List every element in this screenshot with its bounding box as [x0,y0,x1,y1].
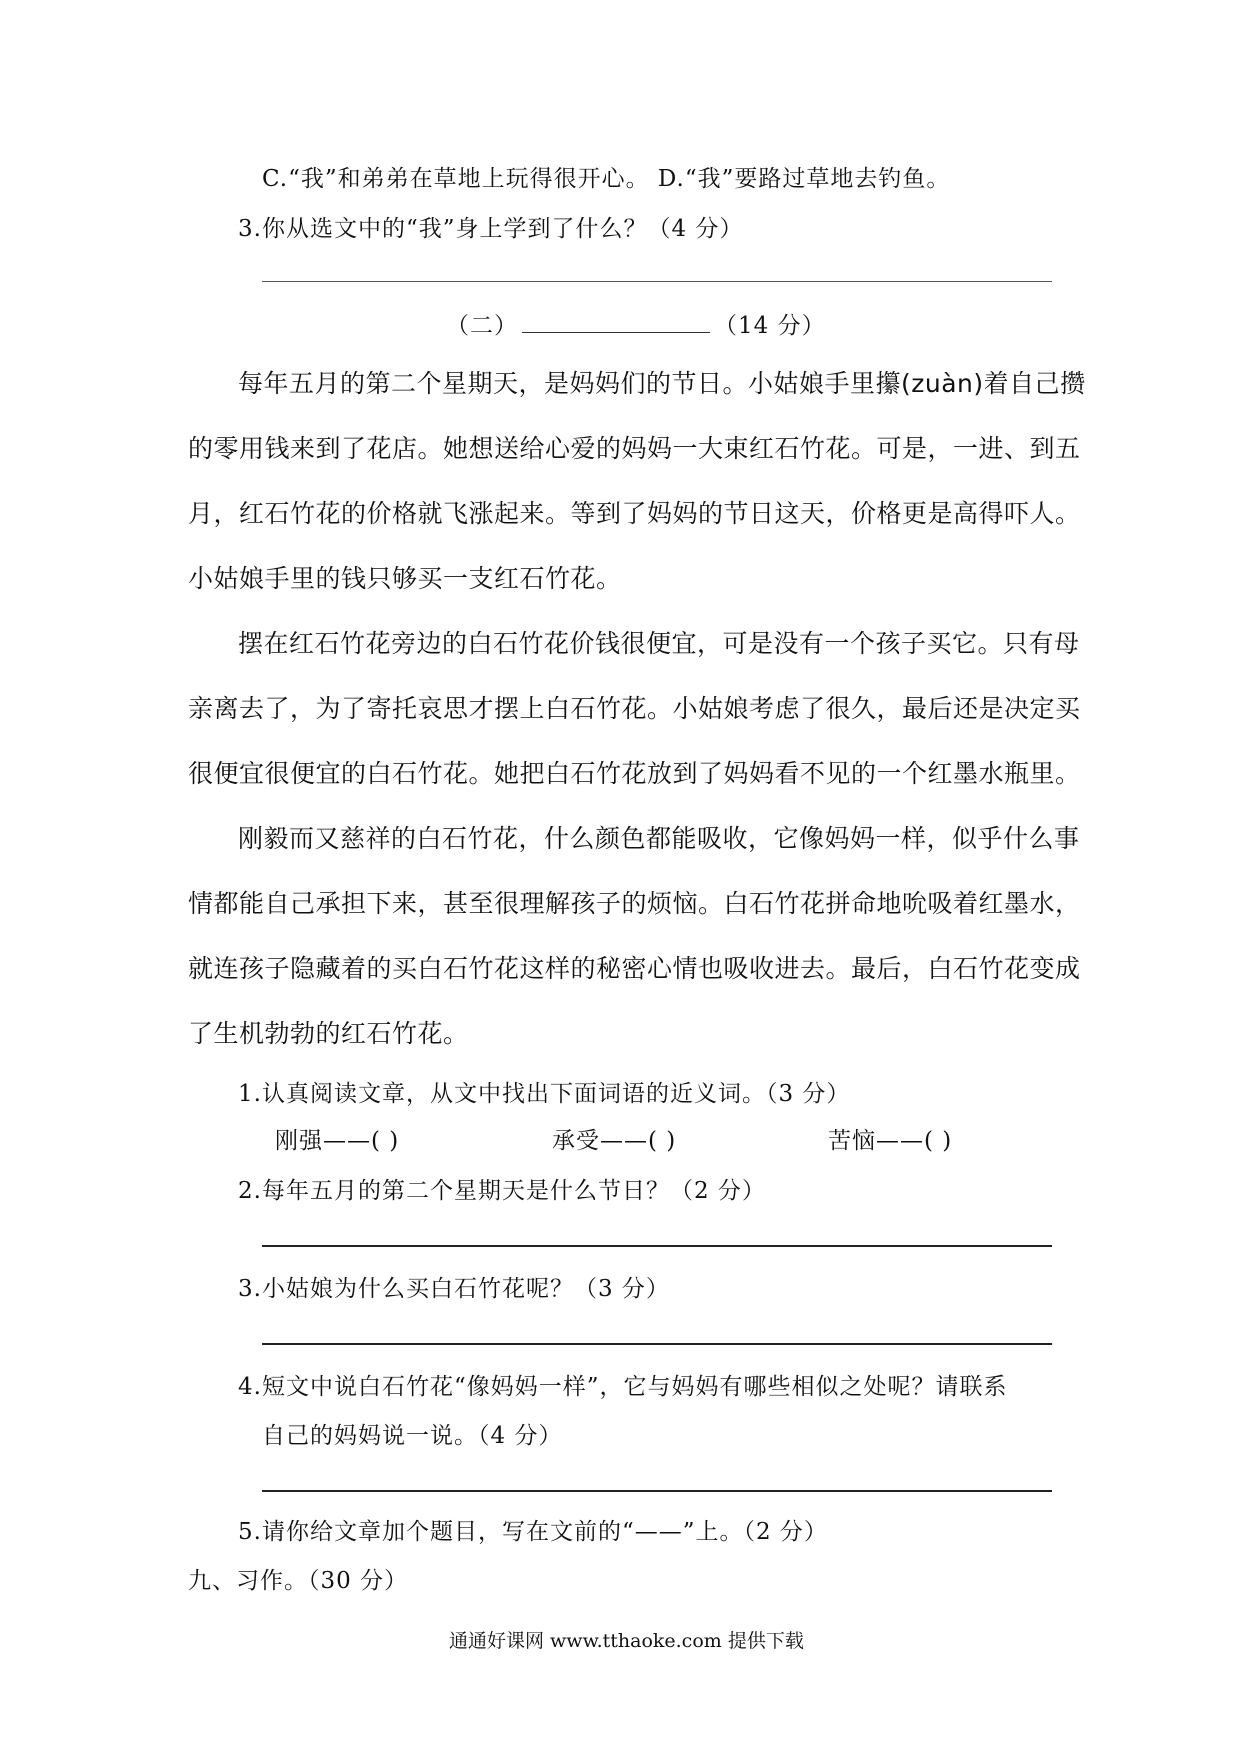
para3-line-1: 刚毅而又慈祥的白石竹花，什么颜色都能吸收，它像妈妈一样，似乎什么事 [238,824,1080,853]
para1-line-3: 月，红石竹花的价格就飞涨起来。等到了妈妈的节日这天，价格更是高得吓人。 [188,499,1081,528]
question-4-line-2: 自己的妈妈说一说。（4 分） [262,1423,563,1449]
page-footer: 通通好课网 www.tthaoke.com 提供下载 [449,1630,804,1652]
answer-line-q3[interactable] [262,1343,1052,1345]
para1-line-2: 的零用钱来到了花店。她想送给心爱的妈妈一大束红石竹花。可是，一进、到五 [188,434,1081,463]
options-c-d: C.“我”和弟弟在草地上玩得很开心。 D.“我”要路过草地去钓鱼。 [262,166,951,192]
question-2: 2.每年五月的第二个星期天是什么节日？（2 分） [238,1178,766,1204]
question-1: 1.认真阅读文章，从文中找出下面词语的近义词。（3 分） [238,1081,851,1107]
para2-line-3: 很便宜很便宜的白石竹花。她把白石竹花放到了妈妈看不见的一个红墨水瓶里。 [188,759,1081,788]
para3-line-2: 情都能自己承担下来，甚至很理解孩子的烦恼。白石竹花拼命地吮吸着红墨水， [188,889,1081,918]
para3-line-4: 了生机勃勃的红石竹花。 [188,1019,469,1048]
answer-line-q4[interactable] [262,1490,1052,1492]
answer-dash-line [262,281,1052,282]
para2-line-1: 摆在红石竹花旁边的白石竹花价钱很便宜，可是没有一个孩子买它。只有母 [238,629,1080,658]
para3-line-3: 就连孩子隐藏着的买白石竹花这样的秘密心情也吸收进去。最后，白石竹花变成 [188,954,1081,983]
synonym-blank-2[interactable]: 承受——( ) [552,1128,677,1154]
title-blank [522,312,710,333]
para1-line-4: 小姑娘手里的钱只够买一支红石竹花。 [188,564,622,593]
question-4-line-1: 4.短文中说白石竹花“像妈妈一样”，它与妈妈有哪些相似之处呢？请联系 [238,1374,1008,1400]
synonym-blank-1[interactable]: 刚强——( ) [275,1128,400,1154]
section-2-label: （二） [446,313,518,339]
section-9-title: 九、习作。（30 分） [188,1568,409,1594]
answer-line-q2[interactable] [262,1245,1052,1247]
para1-line-1: 每年五月的第二个星期天，是妈妈们的节日。小姑娘手里攥(zuàn)着自己攒 [238,369,1086,398]
synonym-blank-3[interactable]: 苦恼——( ) [828,1128,953,1154]
question-5: 5.请你给文章加个题目，写在文前的“——”上。（2 分） [238,1519,828,1545]
section-2-heading [446,307,826,340]
section-2-score: （14 分） [714,313,826,339]
question-3: 3.小姑娘为什么买白石竹花呢？（3 分） [238,1276,670,1302]
question-3-top: 3.你从选文中的“我”身上学到了什么？（4 分） [238,216,744,242]
para2-line-2: 亲离去了，为了寄托哀思才摆上白石竹花。小姑娘考虑了很久，最后还是决定买 [188,694,1081,723]
